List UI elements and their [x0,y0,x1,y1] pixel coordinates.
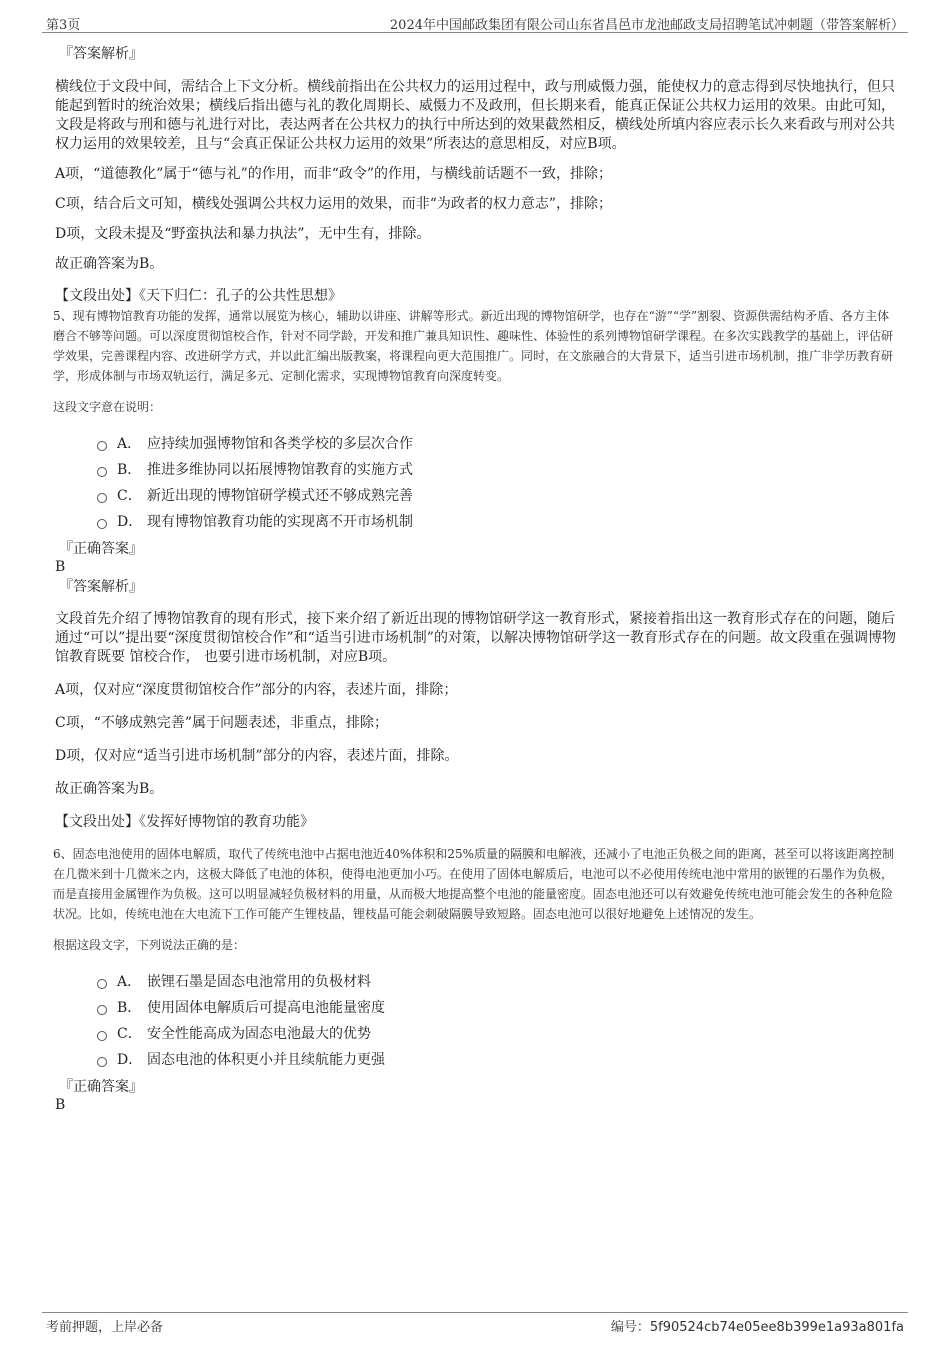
question-prompt: 根据这段文字，下列说法正确的是： [53,938,246,952]
analysis-paragraph: A项，“道德教化”属于“德与礼”的作用，而非“政令”的作用，与横线前话题不一致，排除； [55,166,613,182]
option-d[interactable]: D． 固态电池的体积更小并且续航能力更强 [55,1046,898,1072]
analysis-label: 『答案解析』 [59,579,143,595]
correct-answer-label: 『正确答案』 [59,541,143,557]
analysis-conclusion: 故正确答案为B。 [55,256,164,272]
radio-icon[interactable] [97,467,107,477]
radio-icon[interactable] [97,1005,107,1015]
radio-icon[interactable] [97,1057,107,1067]
correct-answer-label: 『正确答案』 [59,1079,143,1095]
option-d[interactable]: D． 现有博物馆教育功能的实现离不开市场机制 [55,508,898,534]
analysis-paragraph: A项，仅对应“深度贯彻馆校合作”部分的内容，表述片面，排除； [55,682,458,698]
option-c[interactable]: C． 安全性能高成为固态电池最大的优势 [55,1020,898,1046]
analysis-conclusion: 故正确答案为B。 [55,781,164,797]
radio-icon[interactable] [97,493,107,503]
source-citation: 【文段出处】《天下归仁：孔子的公共性思想》 [55,288,342,304]
question-text: 5、现有博物馆教育功能的发挥，通常以展览为核心，辅助以讲座、讲解等形式。新近出现的博物馆研学，也存在“游”“学”割裂、资源供需结构矛盾、各方主体磨合不够等问题。可以深度贯彻馆校合作，针对不同学龄，开发和推广兼具知识性、趣味性、体验性的系列博物馆研学课程。在多次实践教学的基础上，评估研学效果，完善课程内容、改进研学方式，并以此汇编出版教案，将课程向更大范围推广。同时，在文旅融合的大背景下，适当引进市场机制，推广非学历教育研学，形成体制与市场双轨运行，满足多元、定制化需求，实现博物馆教育向深度转变。 [53,309,894,383]
question-text: 6、固态电池使用的固体电解质，取代了传统电池中占据电池近40%体积和25%质量的隔膜和电解液，还减小了电池正负极之间的距离，甚至可以将该距离控制在几微米到十几微米之内，这极大降低了电池的体积，使得电池更加小巧。在使用了固体电解质后，电池可以不必使用传统电池中常用的嵌锂的石墨作为负极，而是直接用金属锂作为负极。这可以明显减轻负极材料的用量，从而极大地提高整个电池的能量密度。固态电池还可以有效避免传统电池可能会发生的各种危险状况。比如，传统电池在大电流下工作可能产生锂枝晶，锂枝晶可能会刺破隔膜导致短路。固态电池可以很好地避免上述情况的发生。 [53,847,894,921]
radio-icon[interactable] [97,979,107,989]
options-list [55,968,898,1072]
question-prompt: 这段文字意在说明： [53,400,162,414]
option-a[interactable]: A． 应持续加强博物馆和各类学校的多层次合作 [55,430,898,456]
radio-icon[interactable] [97,519,107,529]
analysis-paragraph: C项，“不够成熟完善”属于问题表述，非重点，排除； [55,715,389,731]
analysis-paragraph: D项，仅对应“适当引进市场机制”部分的内容，表述片面，排除。 [55,748,459,764]
document-id: 编号：5f90524cb74e05ee8b399e1a93a801fa [610,1320,904,1335]
option-b[interactable]: B． 推进多维协同以拓展博物馆教育的实施方式 [55,456,898,482]
footer-slogan: 考前押题，上岸必备 [46,1320,164,1335]
correct-answer: B [55,559,66,575]
analysis-paragraph: C项，结合后文可知，横线处强调公共权力运用的效果，而非“为政者的权力意志”，排除； [55,196,613,212]
page-header [42,12,908,33]
option-b[interactable]: B． 使用固体电解质后可提高电池能量密度 [55,994,898,1020]
page-number: 第3页 [46,18,81,33]
option-c[interactable]: C． 新近出现的博物馆研学模式还不够成熟完善 [55,482,898,508]
page-content [55,44,898,1114]
radio-icon[interactable] [97,441,107,451]
analysis-paragraph: 横线位于文段中间，需结合上下文分析。横线前指出在公共权力的运用过程中，政与刑威慑力强，能使权力的意志得到尽快地执行，但只能起到暂时的统治效果；横线后指出德与礼的教化周期长、威慑力不及政刑，但长期来看，能真正保证公共权力运用的效果。由此可知，文段是将政与刑和德与礼进行对比，表达两者在公共权力的执行中所达到的效果截然相反，横线处所填内容应表示长久来看政与刑对公共权力运用的效果较差，且与“会真正保证公共权力运用的效果”所表达的意思相反，对应B项。 [55,79,895,152]
option-a[interactable]: A． 嵌锂石墨是固态电池常用的负极材料 [55,968,898,994]
radio-icon[interactable] [97,1031,107,1041]
correct-answer: B [55,1097,66,1113]
analysis-label: 『答案解析』 [59,46,143,62]
analysis-paragraph: 文段首先介绍了博物馆教育的现有形式，接下来介绍了新近出现的博物馆研学这一教育形式，紧接着指出这一教育形式存在的问题，随后通过“可以”提出要“深度贯彻馆校合作”和“适当引进市场机制”的对策，以解决博物馆研学这一教育形式存在的问题。故文段重在强调博物馆教育既要 馆校合作， 也要引进市场机制，对应B项。 [55,611,896,665]
options-list [55,430,898,534]
page-footer [42,1312,908,1333]
source-citation: 【文段出处】《发挥好博物馆的教育功能》 [55,814,314,830]
analysis-paragraph: D项，文段未提及“野蛮执法和暴力执法”，无中生有，排除。 [55,226,431,242]
document-title: 2024年中国邮政集团有限公司山东省昌邑市龙池邮政支局招聘笔试冲刺题（带答案解析） [389,18,904,33]
